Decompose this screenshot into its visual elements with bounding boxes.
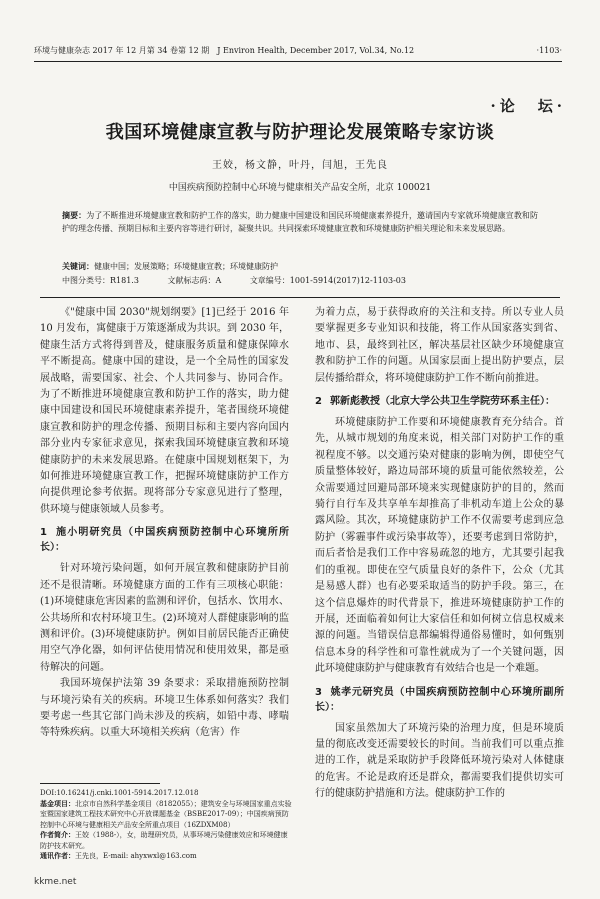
keywords: [62, 261, 538, 273]
section-2-paragraph: 环境健康防护工作要和环境健康教育充分结合。首先，从城市规划的角度来说，相关部门对防护工作的重视程度不够。以交通污染对健康的影响为例，即使空气质量整体较好，路边局部环境的质量可能依然较差，公众需要通过回避局部环境来实现健康防护的目的，然而骑行自行车及共享单车却推高了非机动车道上公众的暴露风险。其次，环境健康防护工作不仅需要考虑到应急防护（雾霾事件或污染事故等），还要考虑到日常防护，而后者恰是我们工作中容易疏忽的地方，尤其要引起我们的重视。即使在空气质量良好的条件下，公众（尤其是易感人群）也有必要采取适当的防护手段。第三，在这个信息爆炸的时代背景下，推进环境健康防护工作的开展，还面临着如何让大家信任和如何树立信息权威来源的问题。当错误信息都编辑得通俗易懂时，如何甄别信息本身的科学性和可靠性就成为了一个关键问题，因此环境健康防护与健康教育有效结合也是一个难题。: [315, 417, 564, 675]
fund-note: [40, 799, 292, 831]
section-2-number: 2: [315, 396, 322, 408]
section-3-heading-text: 姚孝元研究员（中国疾病预防控制中心环境所副所长）：: [315, 686, 564, 713]
keywords-label: 关键词：: [62, 262, 94, 271]
watermark-footer: kkme.net: [34, 877, 77, 887]
footnotes: [40, 788, 292, 862]
section-1-paragraph-2: 我国环境保护法第 39 条要求：采取措施预防控制与环境污染有关的疾病。环境卫生体系如何落实？我们要考虑一些其它部门尚未涉及的疾病，如铅中毒、哮喘等特殊疾病。以重大环境相关疾病（危害）作: [40, 678, 289, 739]
clc-number: 中图分类号：R181.3: [62, 276, 139, 285]
corresponding-note: [40, 851, 292, 862]
document-code: 文献标志码：A: [167, 276, 222, 285]
journal-citation: 环境与健康杂志 2017 年 12 月第 34 卷第 12 期 J Environ Health, December 2017, Vol.34, No.12: [34, 46, 415, 55]
abstract: [62, 210, 538, 235]
page-number: ·1103·: [536, 46, 562, 55]
article-title: 我国环境健康宣教与防护理论发展策略专家访谈: [105, 122, 495, 143]
author-note: [40, 830, 292, 851]
author-label: 作者简介：: [40, 831, 75, 839]
abstract-text: 为了不断推进环境健康宣教和防护工作的落实，助力健康中国建设和国民环境健康素养提升，邀请国内专家就环境健康宣教和防护的理念传播、预期目标和主要内容等进行研讨，凝聚共识。共同探索环境健康宣教和环境健康防护相关理论和未来发展思路。: [62, 211, 539, 233]
fund-label: 基金项目：: [40, 799, 75, 808]
abstract-label: 摘要：: [62, 211, 87, 220]
section-3-heading: [315, 685, 564, 715]
section-3-number: 3: [315, 686, 322, 698]
author-list: 王姣，杨文静，叶丹，闫旭，王先良: [212, 160, 388, 171]
right-column: [315, 305, 564, 803]
continued-paragraph: 为着力点，易于获得政府的关注和支持。所以专业人员要掌握更多专业知识和技能，将工作从国家落实到省、地市、县，最终到社区，解决基层社区缺少环境健康宣教和防护工作的问题。从国家层面上提出防护要点，层层传播给群众，将环境健康防护工作不断向前推进。: [315, 307, 564, 384]
corresponding-text: 王先良，E-mail: ahyxwxl@163.com: [75, 852, 197, 860]
footnote-rule: [40, 783, 160, 784]
section-1-number: 1: [40, 527, 47, 539]
classification-line: [62, 275, 538, 287]
section-1-paragraph-1: 针对环境污染问题，如何开展宣教和健康防护目前还不是很清晰。环境健康方面的工作有三项核心职能：(1)环境健康危害因素的监测和评价，包括水、饮用水、公共场所和农村环境卫生。(2)环境对人群健康影响的监测和评价。(3)环境健康防护。例如目前居民能否正确使用空气净化器，如何评估使用情况和使用效果，都是亟待解决的问题。: [40, 563, 289, 673]
affiliation: 中国疾病预防控制中心环境与健康相关产品安全所，北京 100021: [168, 183, 432, 193]
section-1-heading: [40, 525, 289, 555]
section-tag: ·论 坛·: [490, 97, 566, 115]
article-number: 文章编号：1001-5914(2017)12-1103-03: [249, 276, 406, 285]
corresponding-label: 通讯作者：: [40, 852, 75, 860]
keywords-text: 健康中国；发展策略；环境健康宣教；环境健康防护: [94, 262, 278, 271]
intro-paragraph: 《"健康中国 2030"规划纲要》[1]已经于 2016 年 10 月发布，寓健康于万策逐渐成为共识。到 2030 年，健康生活方式将得到普及，健康服务质量和健康保障水平不断提高。健康中国的建设，是一个全局性的国家发展战略，需要国家、社会、个人共同参与、协同合作。为了不断推进环境健康宣教和防护工作的落实，助力健康中国建设和国民环境健康素养提升，笔者围绕环境健康宣教和防护的理念传播、预期目标和主要内容向国内部分业内专家征求意见，探索我国环境健康宣教和环境健康防护的未来发展思路。在健康中国规划框架下，为如何推进环境健康宣教工作，把握环境健康防护工作方向提供理论参考依据。现将部分专家意见进行了整理，供环境与健康领域人员参考。: [40, 307, 289, 515]
section-2-heading-text: 郭新彪教授（北京大学公共卫生学院劳环系主任）：: [329, 396, 555, 408]
abstract-rule: [40, 297, 560, 298]
fund-text: 北京市自然科学基金项目（8182055）；建筑安全与环境国家重点实验室暨国家建筑工程技术研究中心开放课题基金（BSBE2017-09）；中国疾病预防控制中心环境与健康相关产品安全所重点项目（16ZDXM08）: [40, 799, 292, 829]
header-rule: [34, 61, 562, 62]
section-1-heading-text: 施小明研究员（中国疾病预防控制中心环境所所长）：: [40, 527, 289, 554]
section-3-paragraph: 国家虽然加大了环境污染的治理力度，但是环境质量的彻底改变还需要较长的时间。当前我们可以重点推进的工作，就是采取防护手段降低环境污染对人体健康的危害。不论是政府还是群众，都需要我们提供切实可行的健康防护措施和方法。健康防护工作的: [315, 722, 564, 800]
section-2-heading: [315, 394, 564, 409]
left-column: [40, 305, 289, 742]
doi-note: DOI:10.16241/j.cnki.1001-5914.2017.12.018: [40, 789, 199, 797]
author-text: 王姣（1988-），女，助理研究员，从事环境污染健康效应和环境健康防护技术研究。: [40, 831, 288, 850]
